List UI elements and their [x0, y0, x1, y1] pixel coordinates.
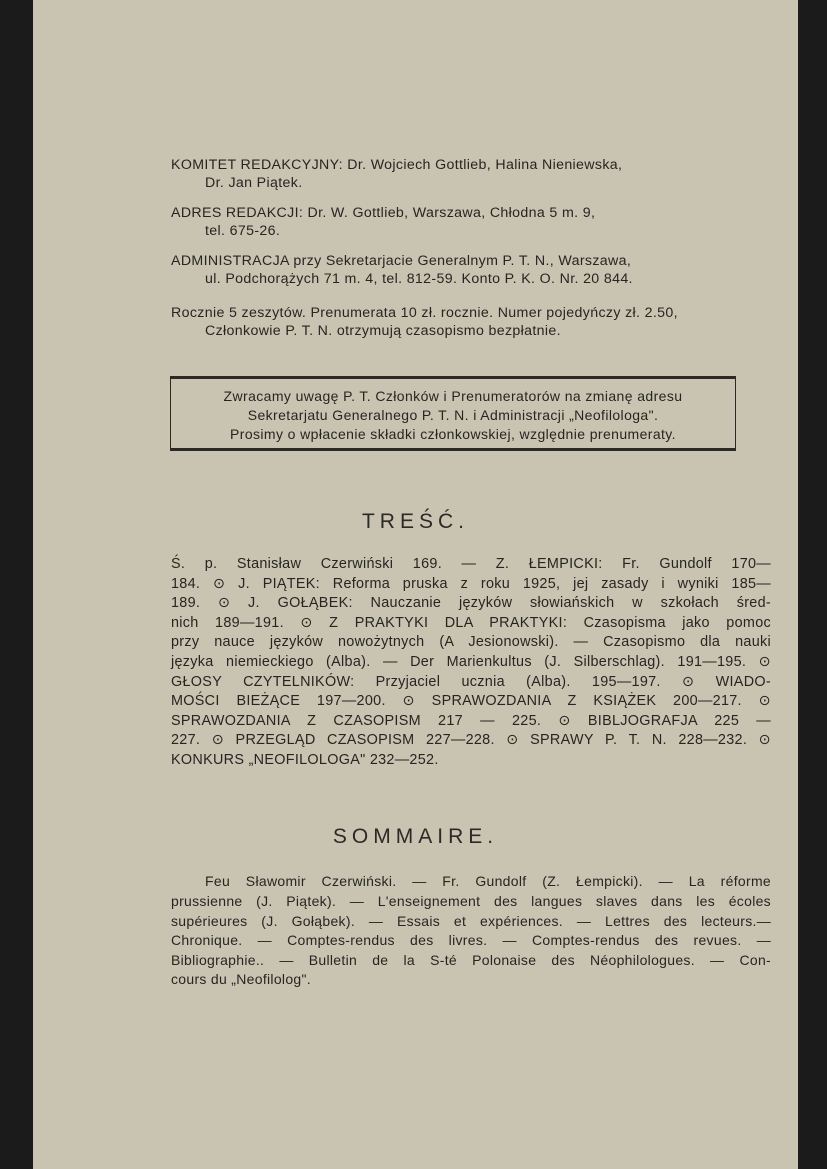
contents-line: języka niemieckiego (Alba). — Der Marienkultus (J. Silberschlag). 191—195. ⊙ — [171, 653, 771, 670]
contents-text — [171, 555, 771, 771]
administration-line: ADMINISTRACJA przy Sekretarjacie Generalnym P. T. N., Warszawa, — [171, 253, 632, 269]
administration — [171, 252, 771, 288]
document-page — [33, 0, 798, 1169]
subscription-line-cont: Członkowie P. T. N. otrzymują czasopismo bezpłatnie. — [205, 323, 561, 339]
contents-line: MOŚCI BIEŻĄCE 197—200. ⊙ SPRAWOZDANIA Z KSIĄŻEK 200—217. ⊙ — [171, 693, 771, 710]
contents-line: KONKURS „NEOFILOLOGA" 232—252. — [171, 751, 439, 768]
sommaire-heading: SOMMAIRE. — [332, 825, 499, 848]
notice-line-1: Zwracamy uwagę P. T. Członków i Prenumeratorów na zmianę adresu — [223, 388, 683, 404]
contents-line: 184. ⊙ J. PIĄTEK: Reforma pruska z roku 1925, jej zasady i wyniki 185— — [171, 575, 771, 592]
committee-line: KOMITET REDAKCYJNY: Dr. Wojciech Gottlieb, Halina Nieniewska, — [171, 157, 623, 173]
committee-line-cont: Dr. Jan Piątek. — [205, 175, 303, 191]
sommaire-text — [171, 892, 771, 990]
contents-line: przy nauce języków nowożytnych (A Jesionowski). — Czasopismo dla nauki — [171, 634, 771, 651]
contents-line: Ś. p. Stanisław Czerwiński 169. — Z. ŁEMPICKI: Fr. Gundolf 170— — [171, 556, 771, 572]
sommaire-first — [205, 872, 771, 892]
contents-line: SPRAWOZDANIA Z CZASOPISM 217 — 225. ⊙ BIBLJOGRAFJA 225 — — [171, 712, 771, 729]
editorial-committee — [171, 156, 771, 192]
sommaire-line: cours du „Neofilolog". — [171, 971, 311, 988]
sommaire-line: supérieures (J. Gołąbek). — Essais et expériences. — Lettres des lecteurs.— — [171, 912, 771, 929]
notice-line-2: Sekretarjatu Generalnego P. T. N. i Administracji „Neofilologa". — [247, 407, 659, 423]
contents-line: GŁOSY CZYTELNIKÓW: Przyjaciel ucznia (Alba). 195—197. ⊙ WIADO- — [171, 673, 771, 690]
address-line: ADRES REDAKCJI: Dr. W. Gottlieb, Warszawa, Chłodna 5 m. 9, — [171, 205, 596, 221]
contents-heading: TREŚĆ. — [361, 510, 469, 533]
notice-box — [170, 376, 736, 451]
administration-line-cont: ul. Podchorążych 71 m. 4, tel. 812-59. Konto P. K. O. Nr. 20 844. — [205, 271, 633, 287]
contents-line: 189. ⊙ J. GOŁĄBEK: Nauczanie języków słowiańskich w szkołach śred- — [171, 595, 771, 612]
sommaire-line: Bibliographie.. — Bulletin de la S-té Polonaise des Néophilologues. — Con- — [171, 951, 771, 968]
notice-line-3: Prosimy o wpłacenie składki członkowskiej, względnie prenumeraty. — [230, 426, 676, 442]
subscription-info — [171, 304, 771, 340]
sommaire-line: prussienne (J. Piątek). — L'enseignement des langues slaves dans les écoles — [171, 893, 771, 909]
sommaire-line: Feu Sławomir Czerwiński. — Fr. Gundolf (Z. Łempicki). — La réforme — [205, 873, 771, 889]
contents-line: 227. ⊙ PRZEGLĄD CZASOPISM 227—228. ⊙ SPRAWY P. T. N. 228—232. ⊙ — [171, 732, 771, 749]
editorial-address — [171, 204, 771, 240]
sommaire-line: Chronique. — Comptes-rendus des livres. — Comptes-rendus des revues. — — [171, 932, 771, 949]
contents-line: nich 189—191. ⊙ Z PRAKTYKI DLA PRAKTYKI: Czasopisma jako pomoc — [171, 614, 771, 631]
subscription-line: Rocznie 5 zeszytów. Prenumerata 10 zł. rocznie. Numer pojedyńczy zł. 2.50, — [171, 305, 678, 321]
address-line-cont: tel. 675-26. — [205, 223, 281, 239]
